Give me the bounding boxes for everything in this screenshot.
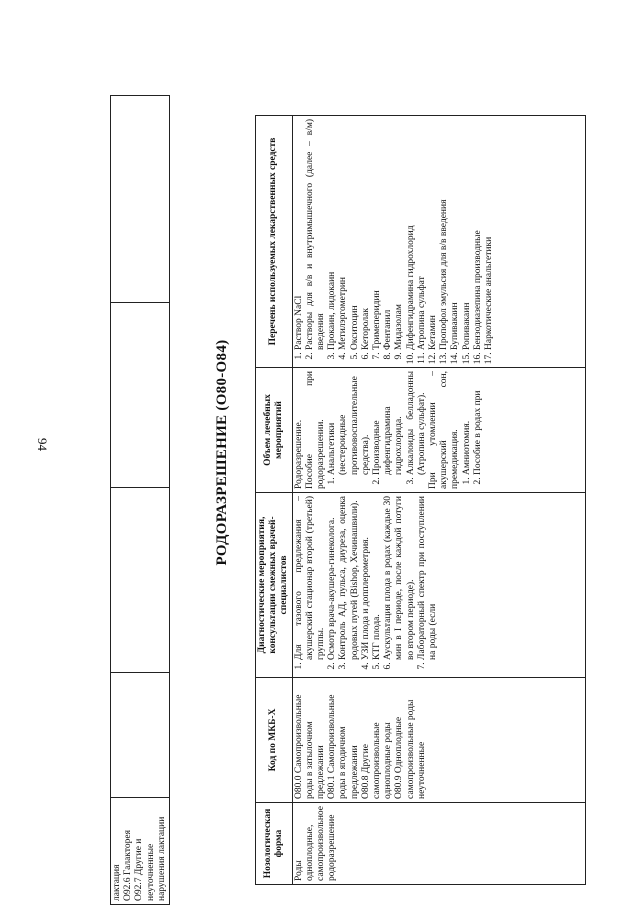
prev-cell-5 — [111, 96, 170, 303]
prev-cell-2 — [111, 673, 170, 798]
drug-item: 17. Наркотические анальгетики — [484, 119, 495, 350]
drug-item: 8. Фентанил — [383, 119, 394, 350]
drug-item: 1. Раствор NaCl — [294, 119, 305, 350]
treatment-item: 3. Алкалоиды белладонны (Атропина сульфат). — [406, 371, 428, 475]
diagnostics-item: 6. Аускультация плода в родах (каждые 30 мин в I периоде, после каждой потуги во втором периоде). — [383, 496, 417, 660]
drug-item: 10. Дифенгидрамина гидрохлорид — [406, 119, 417, 350]
drug-item: 7. Тримеперидин — [372, 119, 383, 350]
drug-item: 3. Прокаин, лидокаин — [327, 119, 338, 350]
header-drugs: Перечень используемых лекарственных средств — [256, 115, 293, 367]
treatment-item: 1. Анальгетики (нестероидные противовоспалительные средства). — [327, 371, 372, 475]
diagnostics-list — [294, 496, 440, 674]
diagnostics-cell — [292, 492, 585, 677]
section-title: РОДОРАЗРЕШЕНИЕ (О80-О84) — [214, 339, 230, 566]
drug-item: 16. Бензодиазепина производные — [473, 119, 484, 350]
drug-item: 14. Бупивакаин — [450, 119, 461, 350]
drugs-cell — [292, 115, 585, 367]
drug-item: 15. Ропивакаин — [462, 119, 473, 350]
drug-item: 13. Пропофол эмульсия для в/в введения — [439, 119, 450, 350]
header-treatment: Объем лечебных мероприятий — [256, 367, 293, 492]
drug-item: 5. Окситоцин — [350, 119, 361, 350]
prev-cell-4 — [111, 303, 170, 488]
header-diagnostics: Диагностические мероприятия, консультации смежных врачей-специалистов — [256, 492, 293, 677]
prev-cell-1: лактация O92.6 Галакторея O92.7 Другие и неуточненные нарушения лактации — [111, 798, 170, 905]
drug-item: 11. Атропина сульфат — [417, 119, 428, 350]
treatment-extra: При утомлении – акушерский сон, премедикация. — [428, 370, 461, 489]
drug-item: 4. Метилэргометрин — [338, 119, 349, 350]
treatment-list-2 — [462, 371, 484, 489]
treatment-item: 2. Пособие в родах при — [473, 371, 484, 475]
prev-cell-3 — [111, 488, 170, 673]
nosology-cell: Роды одноплодные, самопроизвольное родоразрешение — [292, 802, 585, 884]
diagnostics-item: 3. Контроль АД, пульса, диуреза, оценка родовых путей (Bishop, Хечинашвили). — [338, 496, 360, 660]
treatment-list — [327, 371, 428, 489]
treatment-cell — [292, 367, 585, 492]
treatment-item: 1. Амниотомия. — [462, 371, 473, 475]
page-number: 94 — [35, 438, 50, 451]
drug-item: 12. Кетамин — [428, 119, 439, 350]
treatment-item: 2. Производные дифенгидрамина гидрохлорида. — [372, 371, 406, 475]
code-cell: O80.0 Самопроизвольные роды в затылочном предлежании O80.1 Самопроизвольные роды в ягодичном предлежании O80.8 Другие самопроизвольные одноплодные роды O80.9 Одноплодные самопроизвольные роды неуточненные — [292, 677, 585, 802]
header-nosology: Нозологическая форма — [256, 802, 293, 884]
diagnostics-item: 2. Осмотр врача-акушера-гинеколога. — [327, 496, 338, 660]
drug-item: 9. Мидазолам — [394, 119, 405, 350]
header-code: Код по МКБ-Х — [256, 677, 293, 802]
diagnostics-item: 1. Для тазового предлежания – акушерский стационар второй (третьей) группы. — [294, 496, 328, 660]
diagnostics-item: 7. Лабораторный спектр при поступлении на роды (если — [417, 496, 439, 660]
diagnostics-item: 4. УЗИ плода и допплерометрия. — [361, 496, 372, 660]
drug-item: 6. Кеторолак — [361, 119, 372, 350]
main-table — [255, 115, 586, 885]
treatment-intro: Родоразрешение. Пособие при родоразрешении. — [293, 370, 327, 489]
drug-item: 2. Растворы для в/в и внутримышечного (далее – в/м) введения — [305, 119, 327, 350]
previous-table-continuation — [110, 95, 170, 905]
drugs-list — [294, 119, 496, 364]
diagnostics-item: 5. КТГ плода. — [372, 496, 383, 660]
